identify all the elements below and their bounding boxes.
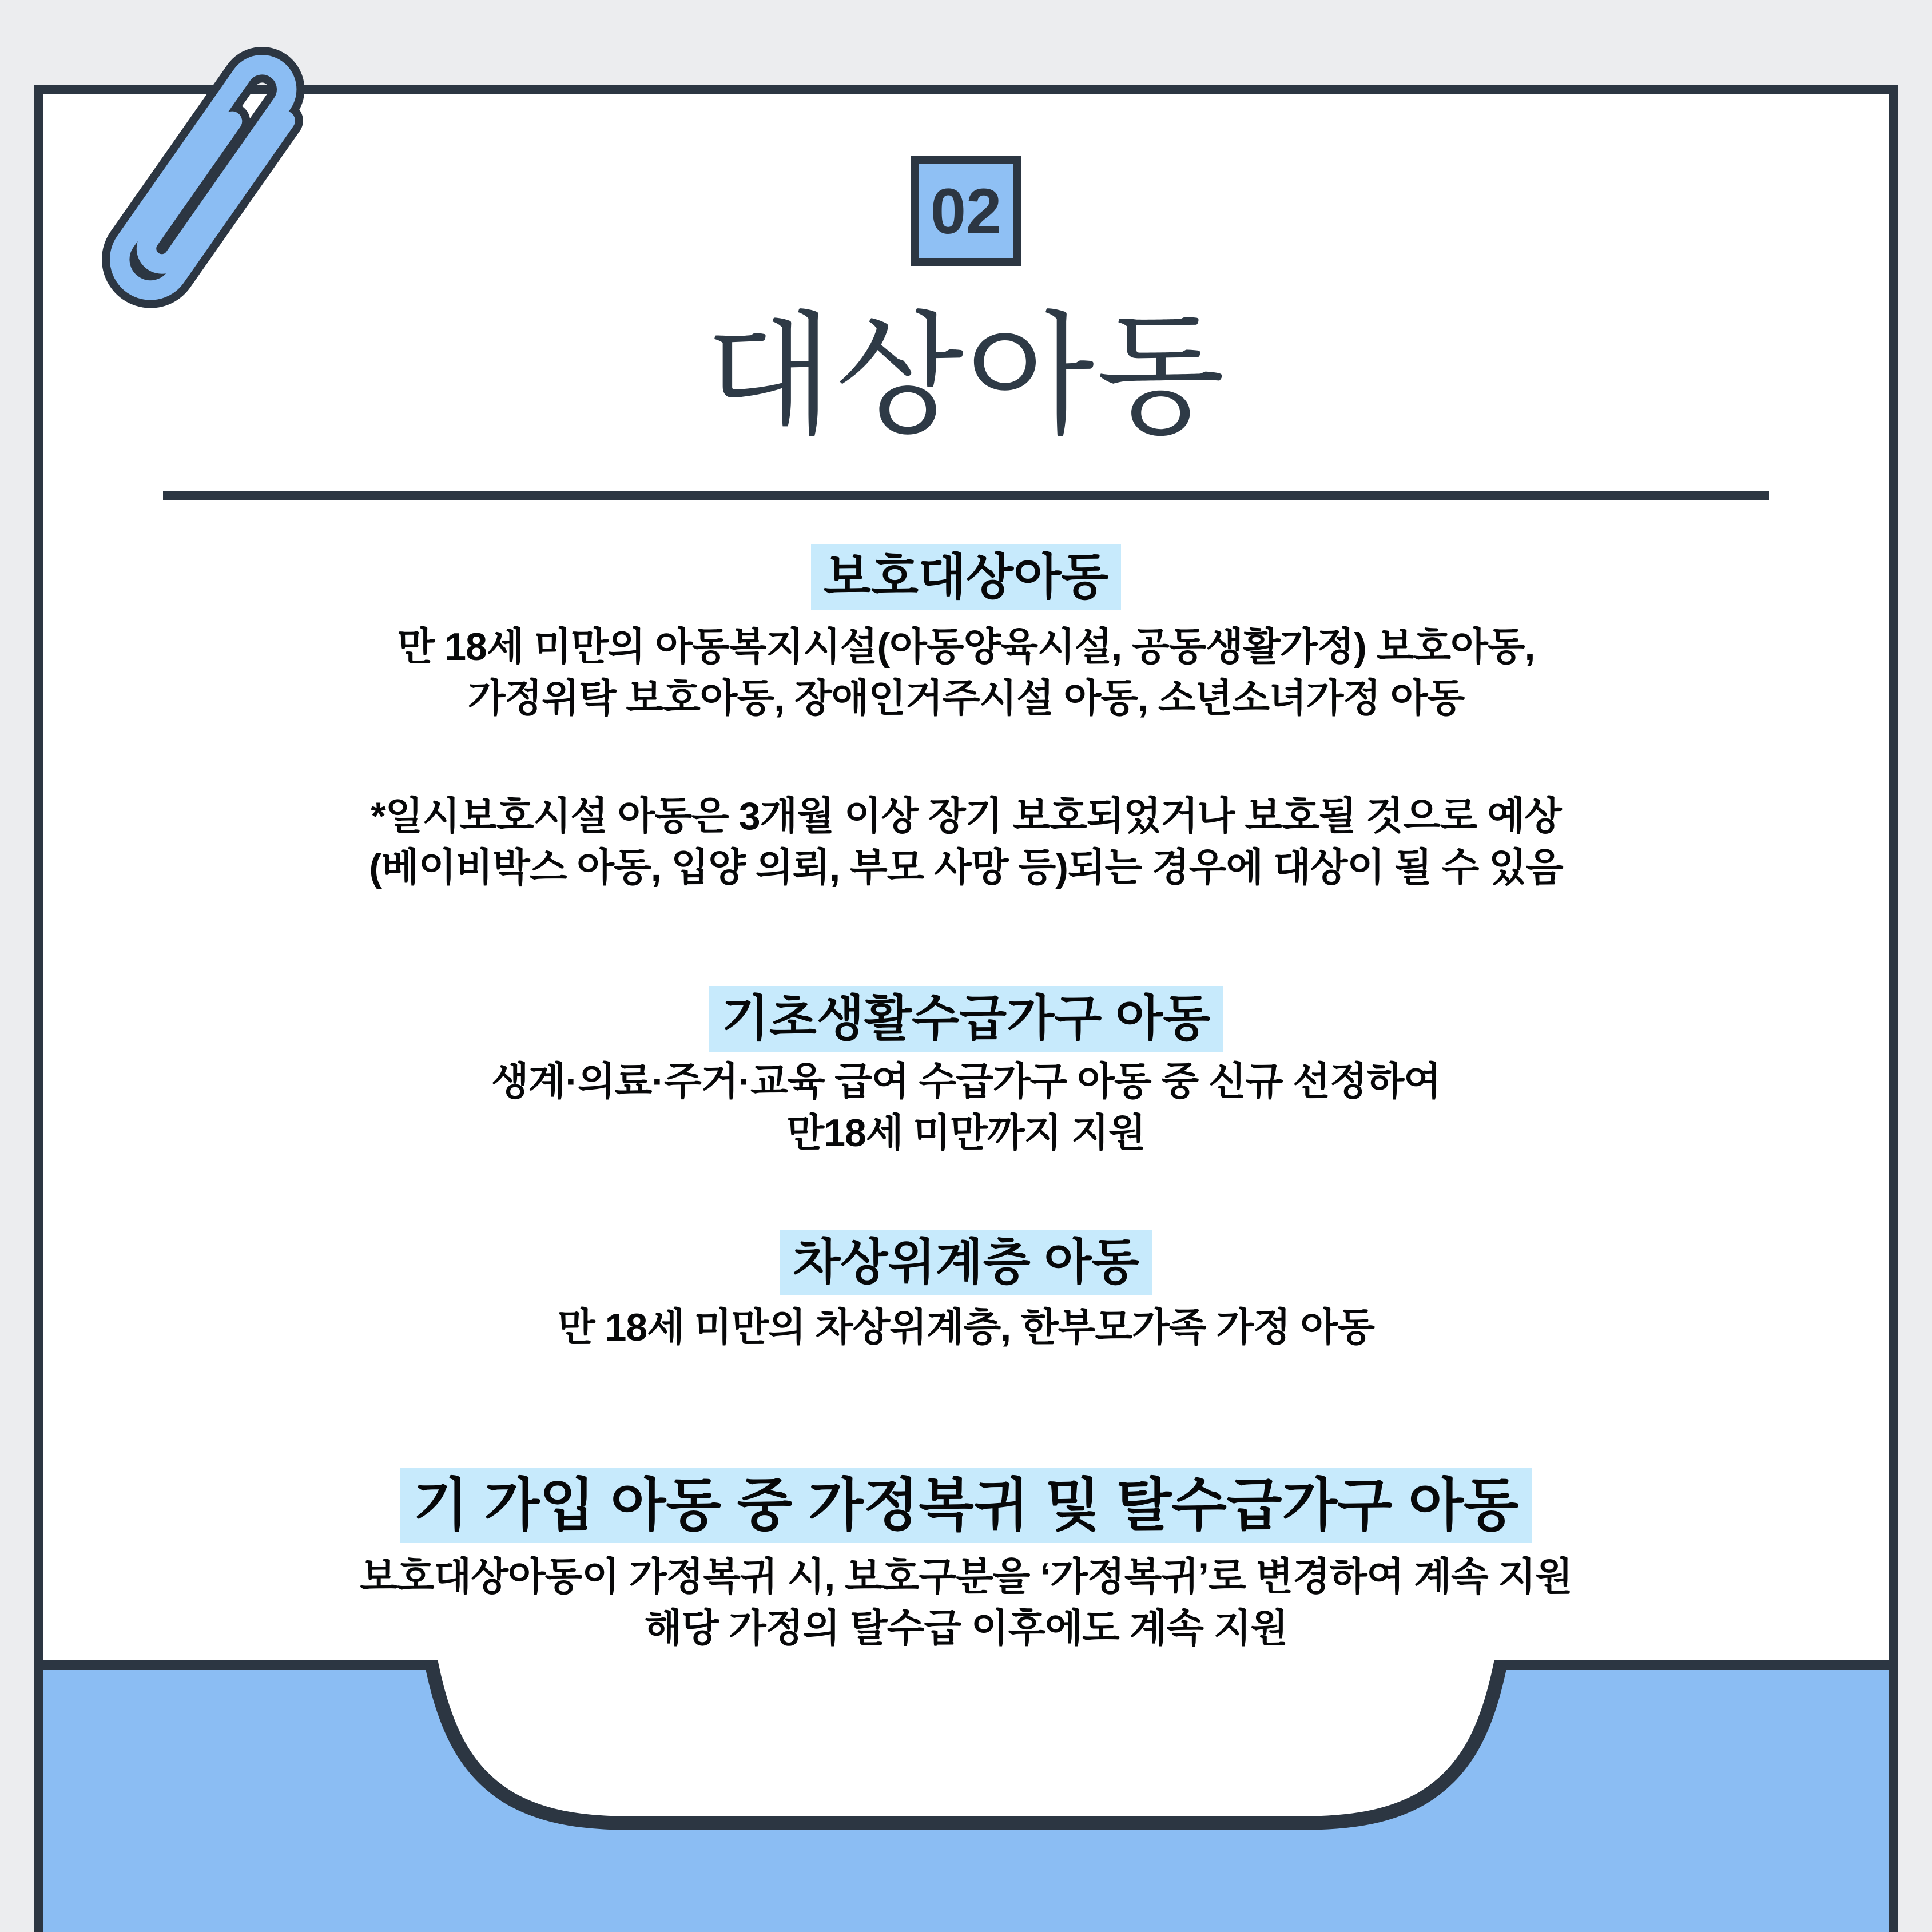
temporary-shelter-note <box>43 790 1889 894</box>
body-line: 보호대상아동이 가정복귀 시, 보호구분을 ‘가정복귀’로 변경하여 계속 지원 <box>360 1555 1572 1599</box>
page-title: 대상아동 <box>705 302 1227 450</box>
note-line: *일시보호시설 아동은 3개월 이상 장기 보호되었거나 보호될 것으로 예상 <box>371 794 1561 838</box>
section-basic-livelihood-body <box>43 1056 1889 1159</box>
section-near-poverty-body <box>43 1302 1889 1353</box>
body-line: 해당 가정의 탈수급 이후에도 계속 지원 <box>644 1607 1288 1651</box>
body-line: 만 18세 미만의 아동복지시설(아동양육시설, 공동생활가정) 보호아동, <box>397 625 1535 669</box>
body-line: 가정위탁 보호아동, 장애인거주시설 아동, 소년소녀가정 아동 <box>467 677 1465 721</box>
section-heading: 기초생활수급가구 아동 <box>709 986 1223 1052</box>
page-number: 02 <box>930 175 1002 247</box>
section-near-poverty-heading-row <box>43 1230 1889 1295</box>
note-line: (베이비박스 아동, 입양 의뢰, 부모 사망 등)되는 경우에 대상이 될 수 있음 <box>369 846 1563 890</box>
section-heading: 차상위계층 아동 <box>780 1230 1151 1295</box>
section-basic-livelihood-heading-row <box>43 986 1889 1052</box>
section-protected-children-heading-row <box>43 544 1889 610</box>
body-line: 생계·의료·주거·교육 급여 수급가구 아동 중 신규 선정하여 <box>491 1060 1441 1103</box>
body-line: 만 18세 미만의 차상위계층, 한부모가족 가정 아동 <box>558 1306 1374 1349</box>
section-heading: 기 가입 아동 중 가정복귀 및 탈수급가구 아동 <box>400 1468 1531 1543</box>
section-already-enrolled-heading-row <box>43 1468 1889 1543</box>
section-protected-children-body <box>43 621 1889 725</box>
pocket-tab <box>423 1660 1509 1838</box>
title-divider <box>163 491 1769 500</box>
page-number-badge <box>911 156 1021 266</box>
section-already-enrolled-body <box>43 1551 1889 1655</box>
section-heading: 보호대상아동 <box>811 544 1121 610</box>
body-line: 만18세 미만까지 지원 <box>786 1111 1146 1155</box>
